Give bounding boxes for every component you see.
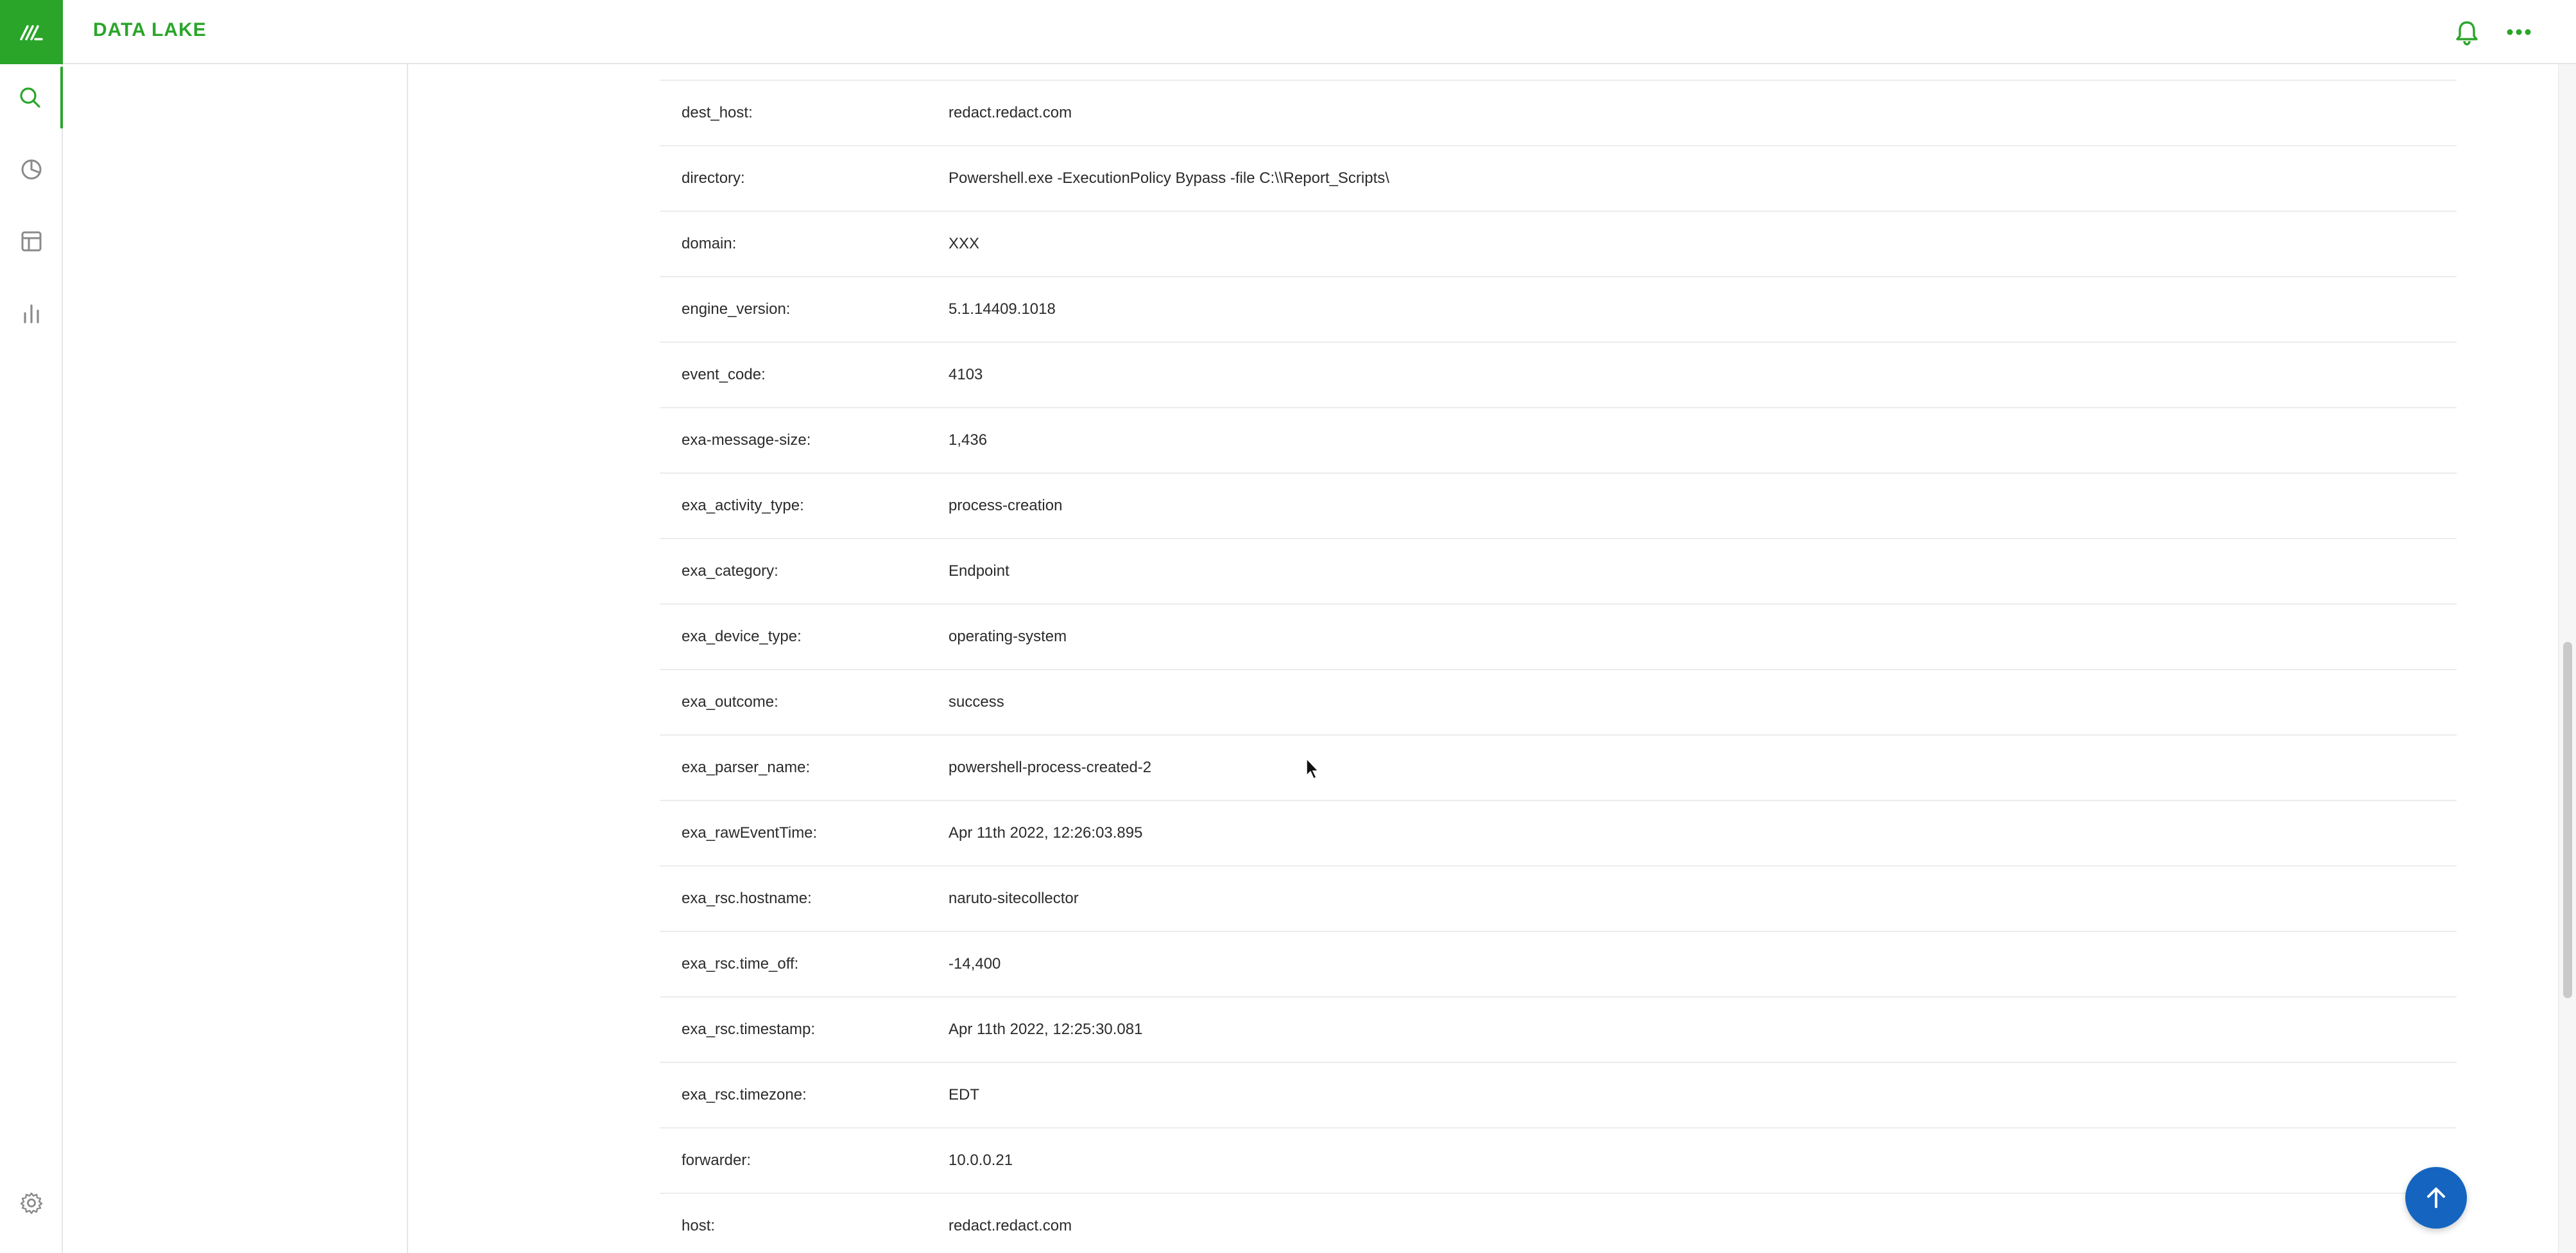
secondary-sidebar [63, 64, 408, 1253]
field-key: forwarder: [682, 1152, 751, 1169]
field-row [660, 145, 2457, 211]
field-value[interactable]: XXX [949, 235, 980, 252]
field-key: host: [682, 1217, 716, 1234]
field-row [660, 407, 2457, 472]
vertical-scrollbar[interactable] [2558, 64, 2576, 1253]
scrollbar-thumb[interactable] [2563, 642, 2572, 998]
bar-chart-icon [19, 300, 44, 326]
gear-icon [19, 1190, 44, 1216]
field-row [660, 1127, 2457, 1193]
field-row [660, 211, 2457, 276]
top-bar [0, 0, 2576, 64]
app-title: DATA LAKE [93, 19, 207, 40]
field-value[interactable]: redact.redact.com [949, 104, 1072, 121]
field-key: exa_outcome: [682, 693, 778, 711]
field-key: engine_version: [682, 300, 791, 318]
rail-item-settings[interactable] [0, 1172, 63, 1234]
rail-item-layouts[interactable] [0, 211, 63, 272]
field-key: directory: [682, 169, 745, 187]
field-value[interactable]: Apr 11th 2022, 12:25:30.081 [949, 1021, 1143, 1038]
field-value[interactable]: 1,436 [949, 431, 988, 449]
field-row [660, 669, 2457, 734]
field-key: exa_rsc.timestamp: [682, 1021, 816, 1038]
field-key: exa_category: [682, 562, 778, 580]
field-key: exa_rawEventTime: [682, 824, 818, 842]
field-key: event_code: [682, 366, 766, 383]
field-value[interactable]: -14,400 [949, 955, 1001, 972]
icon-rail [0, 64, 63, 1253]
field-row [660, 341, 2457, 407]
field-value[interactable]: 5.1.14409.1018 [949, 300, 1056, 318]
field-value[interactable]: process-creation [949, 497, 1063, 514]
search-icon [17, 85, 43, 110]
field-value[interactable]: Apr 11th 2022, 12:26:03.895 [949, 824, 1143, 842]
rail-item-dashboards[interactable] [0, 139, 63, 200]
field-value[interactable]: EDT [949, 1086, 979, 1103]
field-value[interactable]: operating-system [949, 628, 1067, 645]
field-row [660, 931, 2457, 996]
scroll-to-top-button[interactable] [2405, 1167, 2467, 1229]
field-row [660, 276, 2457, 341]
field-key: dest_host: [682, 104, 753, 121]
field-value[interactable]: 10.0.0.21 [949, 1152, 1013, 1169]
field-key: exa_activity_type: [682, 497, 804, 514]
field-list [660, 80, 2457, 1253]
field-row [660, 80, 2457, 145]
field-row [660, 1062, 2457, 1127]
field-row [660, 603, 2457, 669]
bell-icon[interactable] [2453, 18, 2481, 46]
pie-chart-icon [19, 157, 44, 182]
arrow-up-icon [2422, 1184, 2450, 1212]
field-key: exa_rsc.time_off: [682, 955, 799, 972]
field-key: domain: [682, 235, 737, 252]
field-value[interactable]: redact.redact.com [949, 1217, 1072, 1234]
field-value[interactable]: powershell-process-created-2 [949, 759, 1152, 776]
field-row [660, 472, 2457, 538]
field-row [660, 800, 2457, 865]
field-key: exa_device_type: [682, 628, 802, 645]
rail-item-search[interactable] [0, 67, 63, 128]
field-value[interactable]: 4103 [949, 366, 983, 383]
rail-item-reports[interactable] [0, 282, 63, 344]
more-horizontal-icon[interactable] [2503, 18, 2535, 46]
data-lake-logo-icon[interactable] [0, 0, 63, 64]
field-key: exa_parser_name: [682, 759, 811, 776]
field-value[interactable]: Powershell.exe -ExecutionPolicy Bypass -file C:\\Report_Scripts\ [949, 169, 1389, 187]
field-key: exa_rsc.hostname: [682, 890, 812, 907]
layout-icon [19, 229, 44, 254]
field-row [660, 734, 2457, 800]
mouse-cursor [1305, 757, 1321, 781]
field-value[interactable]: success [949, 693, 1004, 711]
field-key: exa-message-size: [682, 431, 811, 449]
field-row [660, 538, 2457, 603]
field-key: exa_rsc.timezone: [682, 1086, 807, 1103]
field-value[interactable]: Endpoint [949, 562, 1009, 580]
event-details-panel [408, 64, 2558, 1253]
field-value[interactable]: naruto-sitecollector [949, 890, 1079, 907]
field-row [660, 996, 2457, 1062]
field-row [660, 865, 2457, 931]
field-row [660, 1193, 2457, 1253]
